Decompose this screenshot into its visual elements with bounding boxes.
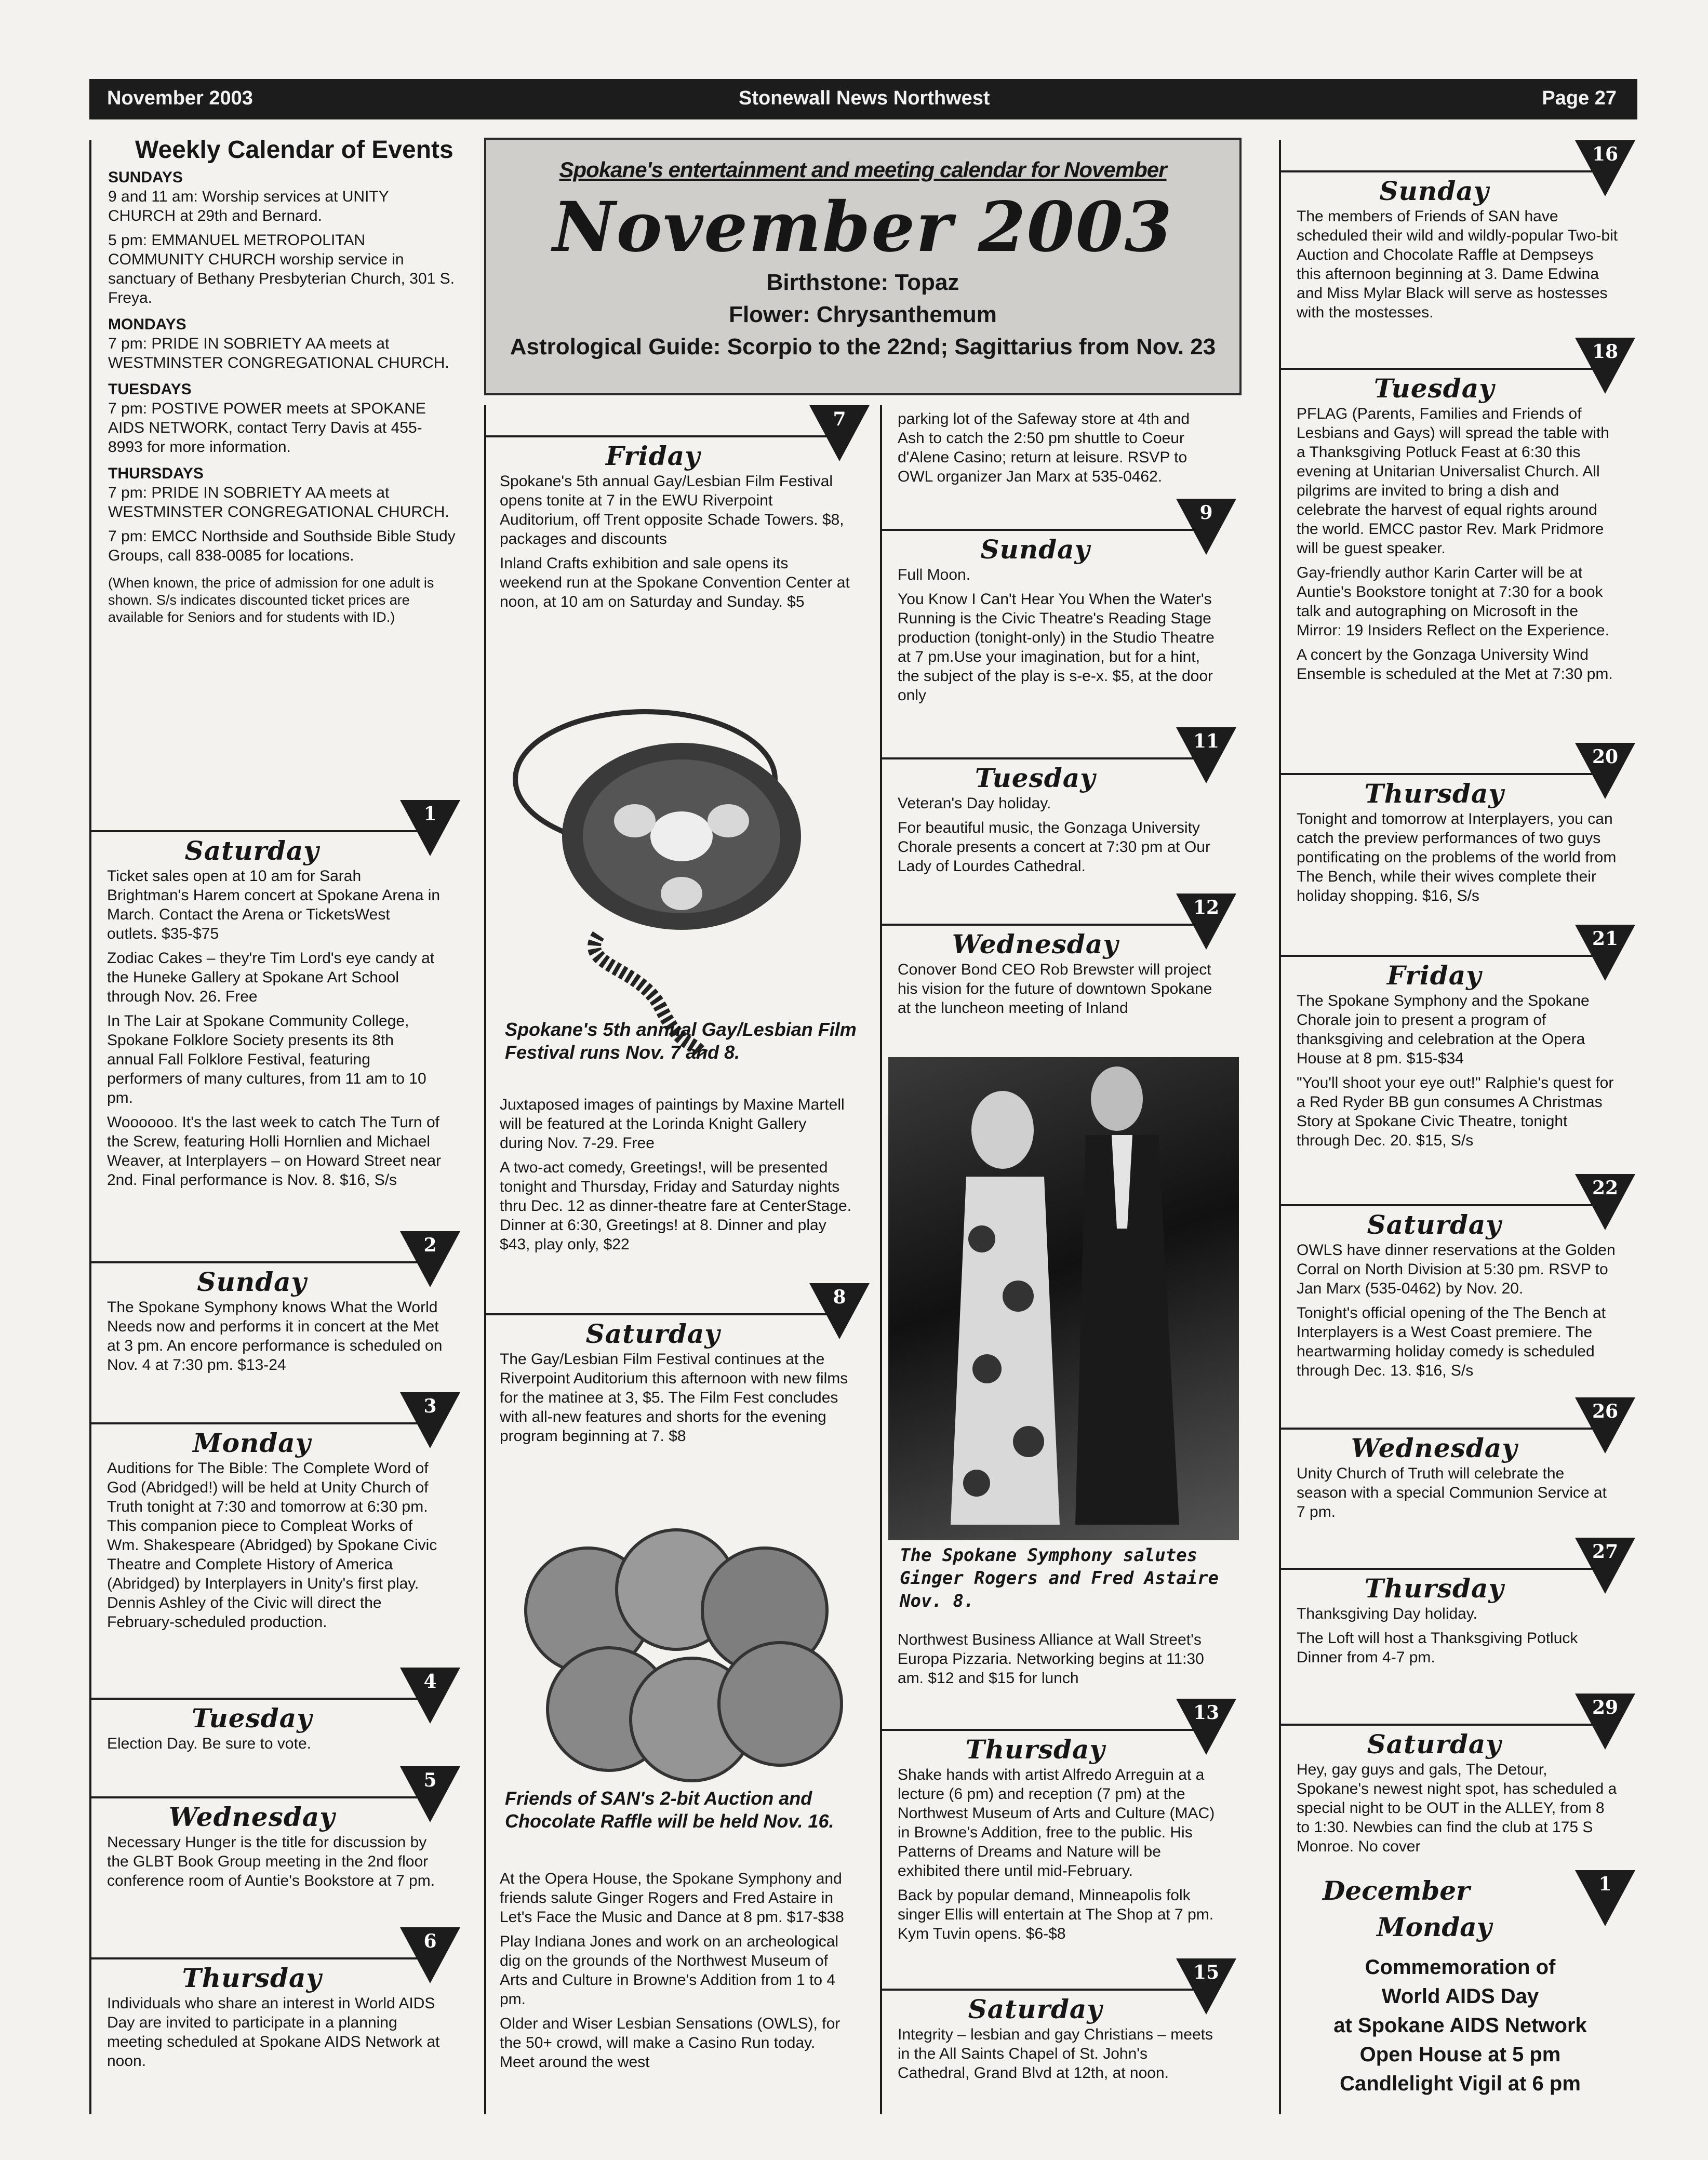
column-rule (484, 405, 486, 2114)
day-name: Friday (1386, 960, 1482, 991)
event-text: PFLAG (Parents, Families and Friends of Lesbians and Gays) will spread the table with a Thanksgiving Potluck Feast at 6:30 this evening at Unitarian Universalist Church. All pilgrims are invited to bring a dish and celebrate the harvest of equal rights around the world. EMCC pastor Rev. Mark Pridmore will be guest speaker. (1297, 405, 1609, 557)
date-number: 29 (1592, 1697, 1619, 1718)
banner-title: November 2003 (552, 187, 1173, 268)
day-entry-nov-6 (91, 1927, 464, 2076)
header-page-number: Page 27 (1542, 87, 1617, 109)
event-text: The Spokane Symphony and the Spokane Chorale join to present a program of thanksgiving and celebration at the Opera House at 8 pm. $15-$34 (1297, 992, 1590, 1067)
event-text: Tonight's official opening of the The Bench at Interplayers is a West Coast premiere. The heartwarming holiday comedy is scheduled through Dec. 13. $16, S/s (1297, 1304, 1606, 1379)
notice-line: at Spokane AIDS Network (1333, 2014, 1587, 2037)
world-aids-day-notice (1281, 1953, 1639, 2098)
day-entry-nov-7-cont (484, 1091, 874, 1259)
day-entry-nov-26 (1281, 1397, 1639, 1527)
banner-flower: Flower: Chrysanthemum (729, 302, 997, 327)
day-entry-nov-1 (91, 800, 464, 1195)
day-name: Saturday (1367, 1729, 1502, 1759)
column-1 (89, 136, 464, 2114)
date-number: 27 (1592, 1541, 1619, 1563)
day-entry-nov-4 (91, 1668, 464, 1758)
event-text: You Know I Can't Hear You When the Water's Running is the Civic Theatre's Reading Stage production (tonight-only) in the Studio Theatre at 7 pm.Use your imagination, but for a hint, the subject of the play is s-e-x. $5, at the door only (898, 591, 1215, 704)
month-banner (484, 138, 1242, 395)
weekly-label-thursdays: THURSDAYS (108, 465, 204, 482)
weekly-item: 7 pm: PRIDE IN SOBRIETY AA meets at WESTMINSTER CONGREGATIONAL CHURCH. (108, 484, 449, 521)
notice-line: Commemoration of (1365, 1956, 1556, 1979)
day-entry-nov-11 (882, 727, 1240, 881)
day-entry-nov-12 (882, 894, 1240, 1023)
event-text: Tonight and tomorrow at Interplayers, you can catch the preview performances of two guys pontificating on the problems of the world from The Bench, while their wives complete their holiday shopping. $16, S/s (1297, 810, 1617, 904)
day-name: Sunday (980, 534, 1090, 565)
day-entry-nov-9 (882, 499, 1240, 710)
event-text: Individuals who share an interest in World AIDS Day are invited to participate in a planning meeting scheduled at Spokane AIDS Network at noon. (107, 1995, 440, 2070)
notice-line: World AIDS Day (1381, 1985, 1539, 2008)
event-text: Northwest Business Alliance at Wall Street's Europa Pizzaria. Networking begins at 11:30 am. $12 and $15 for lunch (898, 1631, 1204, 1687)
event-text: "You'll shoot your eye out!" Ralphie's quest for a Red Ryder BB gun consumes A Christmas Story at Spokane Civic Theatre, tonight through Dec. 20. $15, S/s (1297, 1074, 1614, 1149)
weekly-title: Weekly Calendar of Events (135, 136, 453, 164)
weekly-label-mondays: MONDAYS (108, 316, 186, 333)
day-name: Friday (605, 441, 701, 471)
date-number: 7 (833, 408, 846, 430)
event-text: Unity Church of Truth will celebrate the season with a special Communion Service at 7 pm. (1297, 1465, 1607, 1521)
event-text: parking lot of the Safeway store at 4th and Ash to catch the 2:50 pm shuttle to Coeur d'Alene Casino; return at leisure. RSVP to OWL organizer Jan Marx at 535-0462. (898, 410, 1190, 485)
day-name: Sunday (1379, 176, 1489, 206)
date-number: 20 (1592, 746, 1619, 768)
day-entry-nov-2 (91, 1231, 464, 1380)
date-number: 1 (423, 803, 437, 825)
event-text: Hey, gay guys and gals, The Detour, Spokane's newest night spot, has scheduled a special night to be OUT in the ALLEY, from 8 to 1:30. Newbies can find the club at 175 S Monroe. No cover (1297, 1761, 1617, 1855)
day-name: Wednesday (952, 929, 1119, 959)
quarters-coins-photo (505, 1527, 848, 1787)
event-text: Gay-friendly author Karin Carter will be at Auntie's Bookstore tonight at 7:30 for a book talk and autographing on Microsoft in the Mirror: 19 Insiders Reflect on the Experience. (1297, 564, 1609, 639)
event-text: Zodiac Cakes – they're Tim Lord's eye candy at the Huneke Gallery at Spokane Art School through Nov. 26. Free (107, 950, 435, 1005)
event-text: OWLS have dinner reservations at the Golden Corral on North Division at 5:30 pm. RSVP to Jan Marx (535-0462) by Nov. 20. (1297, 1242, 1616, 1297)
event-text: Play Indiana Jones and work on an archeological dig on the grounds of the Northwest Museum of Arts and Culture in Browne's Addition from 1 to 4 pm. (500, 1933, 839, 2008)
day-name: Sunday (197, 1266, 307, 1297)
notice-line: Open House at 5 pm (1359, 2043, 1561, 2066)
auction-caption: Friends of SAN's 2-bit Auction and Chocolate Raffle will be held Nov. 16. (505, 1788, 834, 1832)
event-text: A two-act comedy, Greetings!, will be presented tonight and Thursday, Friday and Saturday nights thru Dec. 12 as dinner-theatre fare at CenterStage. Dinner at 6:30, Greetings! at 8. Dinner and play $43, play only, $22 (500, 1159, 852, 1253)
day-entry-nov-8-end (882, 405, 1240, 491)
event-text: Spokane's 5th annual Gay/Lesbian Film Festival opens tonite at 7 in the EWU Riverpoint Auditorium, off Trent opposite Schade Towers. $8, packages and discounts (500, 473, 844, 548)
date-number: 11 (1193, 730, 1220, 752)
date-number: 13 (1193, 1702, 1220, 1724)
header-paper-name: Stonewall News Northwest (739, 87, 990, 109)
banner-astrology: Astrological Guide: Scorpio to the 22nd; Sagittarius from Nov. 23 (510, 334, 1216, 359)
film-festival-caption: Spokane's 5th annual Gay/Lesbian Film Festival runs Nov. 7 and 8. (505, 1019, 857, 1063)
symphony-caption: The Spokane Symphony salutes Ginger Rogers and Fred Astaire Nov. 8. (900, 1545, 1219, 1611)
day-entry-nov-15 (882, 1958, 1240, 2088)
day-entry-nov-12-cont (882, 1626, 1240, 1693)
event-text: Conover Bond CEO Rob Brewster will project his vision for the future of downtown Spokane at the luncheon meeting of Inland (898, 961, 1212, 1017)
date-number: 5 (423, 1769, 437, 1791)
weekly-calendar (91, 136, 464, 626)
event-text: The members of Friends of SAN have scheduled their wild and wildly-popular Two-bit Auction and Chocolate Raffle at Dempseys this afternoon beginning at 3. Dame Edwina and Miss Mylar Black will serve as hostesses with the mostesses. (1297, 208, 1618, 321)
date-number: 1 (1598, 1873, 1612, 1895)
ginger-rogers-fred-astaire-photo (888, 1057, 1239, 1540)
day-name: Monday (193, 1428, 311, 1458)
day-entry-nov-29 (1281, 1694, 1639, 1861)
event-text: Inland Crafts exhibition and sale opens its weekend run at the Spokane Convention Center at noon, at 10 am on Saturday and Sunday. $5 (500, 555, 850, 610)
event-text: Auditions for The Bible: The Complete Word of God (Abridged!) will be held at Unity Church of Truth tonight at 7:30 and tomorrow at 6:30 pm. This companion piece to Compleat Works of Wm. Shakespeare (Abridged) by Spokane Civic Theatre and Complete History of America (Abridged) by Interplayers in Unity's first play. Dennis Ashley of the Civic will direct the February-scheduled production. (107, 1460, 437, 1631)
day-name: Thursday (182, 1963, 322, 1993)
day-entry-nov-18 (1281, 338, 1639, 689)
day-name: Tuesday (1373, 373, 1495, 404)
event-text: For beautiful music, the Gonzaga University Chorale presents a concert at 7:30 pm at Our Lady of Lourdes Cathedral. (898, 819, 1210, 875)
day-name: Saturday (1367, 1209, 1502, 1240)
day-entry-nov-16 (1281, 140, 1639, 327)
page-header-bar (89, 79, 1637, 119)
event-text: The Gay/Lesbian Film Festival continues at the Riverpoint Auditorium this afternoon with new films for the matinee at 3, $5. The Film Fest concludes with all-new features and shorts for the evening program beginning at 7. $8 (500, 1351, 848, 1445)
weekly-note: (When known, the price of admission for one adult is shown. S/s indicates discounted ticket prices are available for Seniors and for students with ID.) (108, 575, 434, 625)
date-number: 6 (423, 1930, 437, 1952)
banner-subtitle: Spokane's entertainment and meeting calendar for November (559, 157, 1167, 182)
day-name: Saturday (585, 1318, 720, 1349)
header-date: November 2003 (107, 87, 253, 109)
event-text: The Loft will host a Thanksgiving Potluck Dinner from 4-7 pm. (1297, 1630, 1578, 1666)
weekly-label-sundays: SUNDAYS (108, 169, 183, 186)
day-name: Wednesday (168, 1802, 336, 1832)
day-entry-dec-1 (1281, 1870, 1639, 2098)
day-entry-nov-21 (1281, 925, 1639, 1155)
event-text: At the Opera House, the Spokane Symphony and friends salute Ginger Rogers and Fred Astaire in Let's Face the Music and Dance at 8 pm. $17-$38 (500, 1870, 844, 1926)
date-number: 18 (1592, 341, 1619, 363)
day-entry-nov-20 (1281, 743, 1639, 911)
event-text: Older and Wiser Lesbian Sensations (OWLS), for the 50+ crowd, will make a Casino Run today. Meet around the west (500, 2015, 840, 2071)
day-entry-nov-3 (91, 1392, 464, 1637)
event-text: Back by popular demand, Minneapolis folk singer Ellis will entertain at The Shop at 7 pm. Kym Tuvin opens. $6-$8 (898, 1887, 1214, 1942)
day-entry-nov-8-cont (484, 1865, 874, 2077)
date-number: 15 (1193, 1962, 1220, 1983)
month-banner-wrap (480, 138, 1244, 397)
day-entry-nov-8 (484, 1283, 874, 1451)
date-number: 4 (423, 1671, 437, 1692)
day-name: Wednesday (1351, 1433, 1518, 1463)
event-text: Integrity – lesbian and gay Christians – meets in the All Saints Chapel of St. John's Cathedral, Grand Blvd at 12th, at noon. (898, 2026, 1213, 2082)
day-entry-nov-7 (484, 405, 874, 617)
day-name: Thursday (1364, 778, 1504, 809)
day-entry-nov-22 (1281, 1174, 1639, 1385)
day-name: Saturday (184, 835, 319, 866)
day-entry-nov-27 (1281, 1538, 1639, 1672)
event-text: Veteran's Day holiday. (898, 795, 1051, 812)
date-number: 3 (423, 1395, 437, 1417)
date-number: 21 (1592, 928, 1619, 950)
event-text: Woooooo. It's the last week to catch The Turn of the Screw, featuring Holli Hornlien and Michael Weaver, at Interplayers – on Howard Street near 2nd. Final performance is Nov. 8. $16, S/s (107, 1114, 442, 1189)
column-2 (484, 405, 874, 2114)
column-4 (1281, 140, 1639, 2114)
column-3 (882, 405, 1240, 2114)
day-name: Monday (1377, 1912, 1492, 1942)
notice-line: Candlelight Vigil at 6 pm (1340, 2072, 1581, 2095)
weekly-item: 5 pm: EMMANUEL METROPOLITAN COMMUNITY CHURCH worship service in sanctuary of Bethany Presbyterian Church, 301 S. Freya. (108, 232, 455, 306)
date-number: 26 (1592, 1401, 1619, 1422)
weekly-label-tuesdays: TUESDAYS (108, 381, 192, 398)
day-name: Tuesday (975, 763, 1096, 793)
event-text: Thanksgiving Day holiday. (1297, 1605, 1477, 1622)
date-number: 16 (1592, 143, 1619, 165)
day-name: Thursday (1364, 1573, 1504, 1604)
weekly-item: 7 pm: POSTIVE POWER meets at SPOKANE AIDS NETWORK, contact Terry Davis at 455-8993 for more information. (108, 400, 426, 456)
date-number: 2 (423, 1234, 437, 1256)
day-entry-nov-5 (91, 1766, 464, 1896)
event-text: A concert by the Gonzaga University Wind Ensemble is scheduled at the Met at 7:30 pm. (1297, 646, 1613, 683)
event-text: Juxtaposed images of paintings by Maxine Martell will be featured at the Lorinda Knight Gallery during Nov. 7-29. Free (500, 1096, 845, 1152)
date-number: 9 (1199, 502, 1213, 524)
event-text: Shake hands with artist Alfredo Arreguin at a lecture (6 pm) and reception (7 pm) at the Northwest Museum of Arts and Culture (MAC) in Browne's Addition, free to the public. His Patterns of Dreams and Nature will be exhibited there until mid-February. (898, 1766, 1215, 1879)
banner-birthstone: Birthstone: Topaz (766, 270, 959, 295)
date-number: 8 (833, 1286, 846, 1308)
event-text: Ticket sales open at 10 am for Sarah Brightman's Harem concert at Spokane Arena in March. Contact the Arena or TicketsWest outlets. $35-$75 (107, 868, 441, 942)
weekly-item: 7 pm: PRIDE IN SOBRIETY AA meets at WESTMINSTER CONGREGATIONAL CHURCH. (108, 335, 449, 371)
event-text: In The Lair at Spokane Community College, Spokane Folklore Society presents its 8th annual Fall Folklore Festival, featuring performers of many cultures, from 11 am to 10 pm. (107, 1012, 426, 1106)
weekly-item: 9 and 11 am: Worship services at UNITY CHURCH at 29th and Bernard. (108, 188, 389, 224)
date-number: 12 (1193, 897, 1220, 918)
event-text: Full Moon. (898, 566, 971, 583)
event-text: Election Day. Be sure to vote. (107, 1735, 311, 1752)
day-entry-nov-13 (882, 1699, 1240, 1949)
weekly-item: 7 pm: EMCC Northside and Southside Bible Study Groups, call 838-0085 for locations. (108, 528, 456, 564)
day-name: Saturday (968, 1994, 1103, 2024)
event-text: Necessary Hunger is the title for discussion by the GLBT Book Group meeting in the 2nd floor conference room of Auntie's Bookstore at 7 pm. (107, 1834, 435, 1889)
day-name: Thursday (965, 1734, 1105, 1765)
event-text: The Spokane Symphony knows What the World Needs now and performs it in concert at the Met at 3 pm. An encore performance is scheduled on Nov. 4 at 7:30 pm. $13-24 (107, 1299, 443, 1374)
date-number: 22 (1592, 1177, 1619, 1199)
month-name: December (1323, 1875, 1470, 1906)
day-name: Tuesday (191, 1703, 313, 1734)
